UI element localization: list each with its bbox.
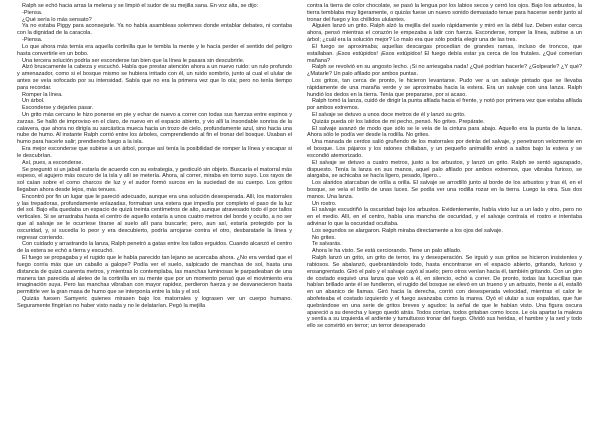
- paragraph: Una manada de cerdos salió gruñendo de los matorrales por detrás del salvaje, y penetraron velozmente en el bosque. Los pájaros y los ratones chillaban, y un pequeño animalillo entró a saltos bajo la estera y se escondió atemorizado.: [307, 139, 582, 159]
- paragraph: Alguien lanzó un grito. Ralph alzó la mejilla del suelo rápidamente y miró en la débil luz. Deben estar cerca ahora, pensó mientras el corazón le empezaba a latir con fuerza. Esconderse, romper la línea, subirse a un árbol; ¿cuál era la solución mejor? Lo malo era que sólo podría elegir una de las tres.: [307, 23, 582, 44]
- paragraph: Encontró por fin un lugar que le pareció adecuado, aunque era una solución desesperada. Allí, los matorrales y las trepadoras, profundamente enlazadas, formaban una estera que impedía por completo el paso de la luz del sol. Bajo ella quedaba un espacio de quizá treinta centímetros de alto, aunque atravesado todo él por tallos verticales. Si se arrastraba hasta el centro de aquello estaría a unos cuatro metros del borde y oculto, a no ser que al salvaje se le ocurriese tirarse al suelo allí para buscarle; pero, aun así, estaría protegido por la oscuridad, y, si sucedía lo peor y era descubierto, podría arrojarse contra el otro, desbaratarle la línea y regresar corriendo.: [17, 193, 292, 241]
- paragraph: El salvaje avanzó de modo que sólo se le veía de la cintura para abajo. Aquello era la punta de la lanza. Ahora sólo le podía ver desde la rodilla. No grites.: [307, 125, 582, 139]
- paragraph: Quizás pueda oír los latidos de mi pecho, pensó. No grites. Prepárate.: [312, 118, 485, 125]
- paragraph: Era mejor esconderse que subirse a un árbol, porque así tenía la posibilidad de romper la línea y escapar si le descubrían.: [17, 146, 292, 159]
- paragraph: El salvaje escudriñó la oscuridad bajo los arbustos. Evidentemente, había visto luz a un lado y otro, pero no en el medio. Allí, en el centro, había una mancha de oscuridad, y el salvaje contraía el rostro e intentaba adivinar lo que la oscuridad ocultaba.: [307, 207, 582, 227]
- paragraph: Un árbol.: [22, 98, 45, 105]
- left-text-column: [17, 3, 292, 310]
- paragraph: Así, pues, a esconderse.: [22, 159, 84, 166]
- paragraph: Se preguntó si un jabalí estaría de acuerdo con su estrategia, y gesticuló sin objeto. Buscaría el matorral más espeso, el agujero más oscuro de la isla y allí se metería. Ahora, al correr, miraba en torno suyo. Los rayos de sol caían sobre el como charcos de luz y el sudor formó surcos en la suciedad de su cuerpo. Los gritos llegaban ahora desde lejos, más tenues.: [17, 166, 292, 193]
- paragraph: Una tercera solución podría ser esconderse tan bien que la línea le pasara sin descubrirle.: [22, 57, 245, 64]
- paragraph: No grites.: [312, 234, 336, 241]
- paragraph: Romper la línea.: [22, 91, 63, 98]
- paragraph: Quizás fuesen Samyeric quienes mirasen bajo los matorrales y lograsen ver un cuerpo humano. Seguramente fingirían no haber visto nada y no le delatarían. Pegó la mejilla: [17, 295, 292, 309]
- paragraph: -Piensa.: [22, 37, 43, 44]
- paragraph: Los alaridos atarcaban de orilla a orilla. El salvaje se arrodilló junto al borde de los arbustos y tras él, en el bosque, se veía el brillo de unas luces. Se podía ver una rodilla rozar en la tierra. Luego la otra. Sus dos manos. Una lanza.: [307, 180, 582, 200]
- paragraph: Con cuidado y arrastrando la lanza, Ralph penetró a gatas entre los tallos erguidos. Cuando alcanzó el centro de la estera se echó a tierra y escuchó.: [17, 241, 292, 255]
- paragraph: Ralph lanzó un grito, un grito de terror, ira y desesperación. Se irguió y sus gritos se hicieron insistentes y rabiosos. Se abalanzó, quebrantándolo todo, hasta encontrarse en el espacio abierto, gritando, furioso y ensangrentado. Giró el palo y el salvaje cayó al suelo; pero otros venían hacia él, también gritando. Con un giro de costado esquivó una lanza que voló a él, en silencio, echó a correr. De pronto, todas las lucecillas que habían brillado ante él se fundieron, el rugido del bosque se elevó en un trueno y un arbusto, frente a él, estalló en un abanico de llamas. Giró hacia la derecha, corrió con desesperada velocidad, mientras el calor le abofeteaba el costado izquierdo y el fuego avanzaba como la marea. Oyó el ulular a sus espaldas, que fue quebrándose en una serie de gritos breves y agudos: la señal de que le habían visto. Una figura oscura apareció a su derecha y luego quedó atrás. Todos corrían, todos gritaban como locos. Le oía apartar la maleza y sentía a su izquierda el ardiente y tumultuoso tronar del fuego. Olvidó sus heridas, el hambre y la sed y todo ello se convirtió en terror; un terror desesperado: [307, 255, 582, 330]
- paragraph: Ralph se revolvió en su angosto lecho. ¡Si no arriesgaba nada! ¿Qué podrían hacerle? ¿Golpearle? ¿Y qué? ¿Matarle? Un palo afilado por ambos puntas.: [307, 64, 582, 78]
- paragraph: Te salvarás.: [312, 241, 342, 248]
- paragraph: Ralph tomó la lanza, cuidó de dirigir la punta afilada hacia el frente, y notó por primera vez que estaba afilada por ambos extremos.: [307, 98, 582, 112]
- right-text-column: [307, 3, 582, 330]
- paragraph: -Piensa.: [22, 9, 43, 16]
- paragraph: Ya no estaba Piggy para aconsejarle. Ya no había asambleas solemnes donde entablar debates, ni contaba con la dignidad de la caracola.: [17, 23, 292, 37]
- paragraph: El salvaje se detuvo a unos doce metros de él y lanzó su grito.: [312, 112, 466, 118]
- paragraph: Ahora le ha visto. Se está cerciorando. Tiene un palo afilado.: [312, 248, 462, 255]
- paragraph: contra la tierra de color chocolate, se pasó la lengua por los labios secos y cerró los ojos. Bajo los arbustos, la tierra temblaba muy ligeramente, o quizás fuese un nuevo sonido demasiado tenue para hacerse sentir junto al tronar del fuego y los chillidos ululantes.: [307, 3, 582, 23]
- paragraph: Un grito más cercano le hizo ponerse en pie y echar de nuevo a correr con todas sus fuerzas entre espinos y zarzas. Se halló de improviso en el claro, de nuevo en el espacio abierto, y vio allí la insondable sonrisa de la calavera, que ahora no dirigía su sarcástica mueca hacia un trozo de cielo, profundamente azul, sino hacia una nube de humo. Al instante Ralph corrió entre los árboles, comprendiendo al fin el tronar del bosque. Usaban el humo para hacerle salir; prendiendo fuego a la isla.: [17, 112, 292, 146]
- paragraph: Un rostro.: [312, 200, 337, 207]
- paragraph: Esconderse y dejarles pasar.: [22, 105, 94, 112]
- paragraph: El fuego se propagaba y el rugido que le había parecido tan lejano se acercaba ahora. ¿No era verdad que el fuego corría más que un caballo a galope? Podía ver el suelo, salpicado de manchas de sol, hasta una distancia de quizá cuarenta metros, y mientras lo contemplaba, las manchas luminosas le parpadeaban de una manera tan parecida al aleteo de la cortinilla en su mente que por un momento pensó que el movimiento era imaginación suya. Pero las manchas vibraban con mayor rapidez, perdieron fuerza y se desvanecieron hasta permitirle ver la gran masa de humo que se interponía entre la isla y el sol.: [17, 255, 292, 296]
- paragraph: Ralph se echó hacia arras la melena y se limpió el sudor de su mejilla sana. En voz alta, se dijo:: [22, 3, 259, 9]
- paragraph: Los gritos, tan cerca de pronto, le hicieron levantarse. Pudo ver a un salvaje pintado que se llevaba rápidamente de una maraña verde y se aproximaba hacia la estera. Era un salvaje con una lanza. Ralph hundió los dedos en la tierra. Tenía que prepararse, por si acaso.: [307, 77, 582, 98]
- paragraph: El fuego se aproximaba; aquellas descargas procedían de grandes ramas, incluso de troncos, que estallaban. ¡Esos estúpidos! ¡Esos estúpidos! El fuego debía estar ya cerca de los frutales. ¿Qué comerían mañana?: [307, 43, 582, 64]
- paragraph: Alzó bruscamente la cabeza y escuchó. Había que prestar atención ahora a un nuevo ruido: un rulo profundo y amenazador, como si el bosque mismo se hubiera irritado con él, un ruido sombrío, junto al cual el ulular de antes se veía sofocado por su intensidad. Sabía que no era la primera vez que lo oía; pero no tenía tiempo para recordar.: [17, 64, 292, 91]
- paragraph: Lo que ahora más temía era aquella cortinilla que le tembla la mente y le hacía perder el sentido del peligro hasta convertirle en un bobo.: [17, 43, 292, 57]
- paragraph: Los segundos se alargaron. Ralph miraba directamente a los ojos del salvaje.: [312, 227, 503, 234]
- paragraph: ¿Qué sería lo más sensato?: [22, 16, 92, 23]
- paragraph: El salvaje se detuvo a cuatro metros, justo a los arbustos, y lanzó un grito. Ralph se sentó agazapado, dispuesto. Tenía la lanza en sus manos, aquel palo afilado por ambos extremos, que vibraba furioso, se alargaba, se achicaba se hacía ligero, pesado, ligero...: [307, 159, 582, 180]
